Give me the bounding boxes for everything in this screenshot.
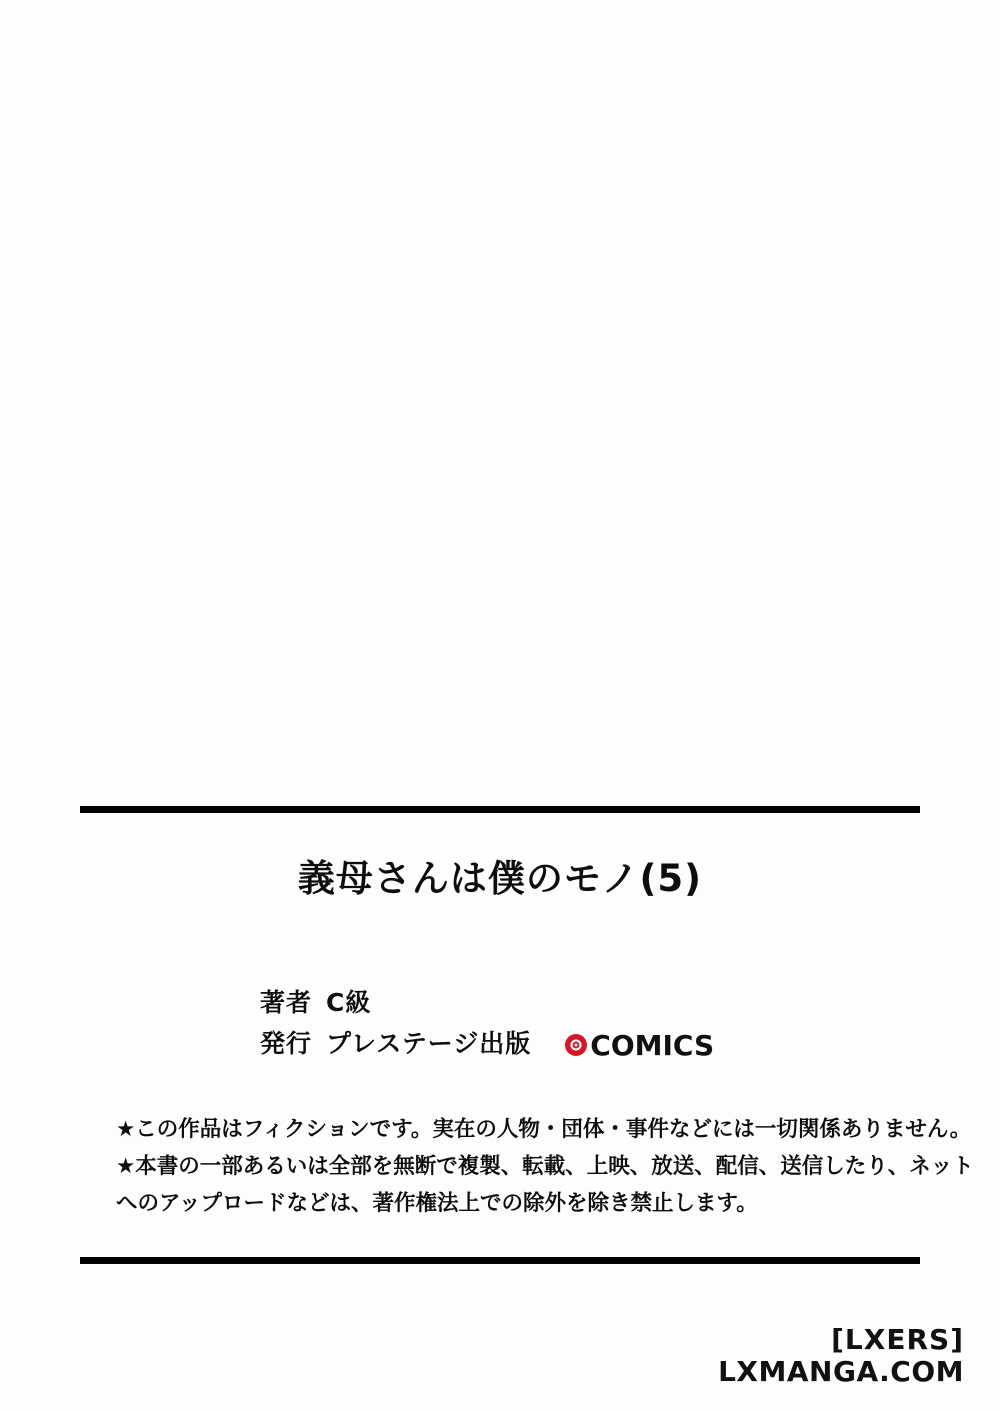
credits-list [80, 984, 920, 1066]
credit-row-publisher [260, 1023, 920, 1066]
publisher-logo [565, 1024, 714, 1067]
notice-line: ★この作品はフィクションです。実在の人物・団体・事件などには一切関係ありません。 [116, 1117, 972, 1143]
credit-label-publisher: 発行 [260, 1029, 313, 1059]
credit-value-author: C級 [326, 988, 372, 1017]
divider-top [80, 806, 920, 813]
divider-bottom-wrapper [80, 1257, 920, 1264]
watermark-group-name: [LXERS] [831, 1323, 964, 1357]
credit-value-publisher: プレステージ出版 [326, 1029, 532, 1059]
divider-bottom [80, 1257, 920, 1264]
legal-notices [80, 1112, 974, 1223]
page-title: 義母さんは僕のモノ(5) [297, 857, 703, 900]
watermark-site-url: LXMANGA.COM [718, 1354, 964, 1388]
credit-row-author [260, 984, 920, 1023]
target-icon [565, 1034, 587, 1056]
site-watermark [718, 1324, 964, 1387]
colophon-block [80, 806, 974, 1264]
notice-line: ★本書の一部あるいは全部を無断で複製、転載、上映、放送、配信、送信したり、ネット [116, 1154, 974, 1180]
publisher-logo-text: COMICS [590, 1028, 715, 1062]
notice-line: へのアップロードなどは、著作権法上での除外を除き禁止します。 [116, 1191, 758, 1217]
credit-label-author: 著者 [260, 988, 313, 1017]
